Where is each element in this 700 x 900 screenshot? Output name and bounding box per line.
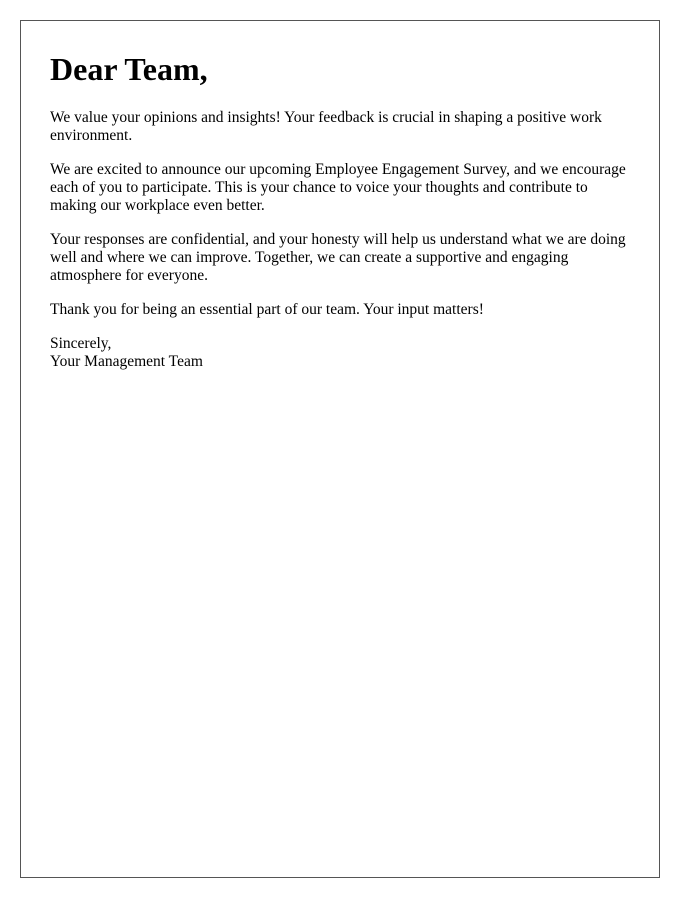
letter-closing: Sincerely, bbox=[50, 335, 112, 352]
letter-signature: Your Management Team bbox=[50, 353, 203, 370]
letter-paragraph-thanks: Thank you for being an essential part of our team. Your input matters! bbox=[50, 301, 484, 318]
letter-paragraph-intro: We value your opinions and insights! Your feedback is crucial in shaping a positive work environment. bbox=[50, 109, 602, 144]
letter-greeting: Dear Team, bbox=[50, 51, 208, 87]
letter-paragraph-confidential: Your responses are confidential, and your honesty will help us understand what we are doing well and where we can improve. Together, we can create a supportive and engaging atmosphere for everyone. bbox=[50, 231, 626, 284]
letter-closing-block bbox=[50, 335, 630, 371]
letter-container bbox=[20, 20, 660, 878]
letter-paragraph-survey: We are excited to announce our upcoming Employee Engagement Survey, and we encourage each of you to participate. This is your chance to voice your thoughts and contribute to making our workplace even better. bbox=[50, 161, 626, 214]
